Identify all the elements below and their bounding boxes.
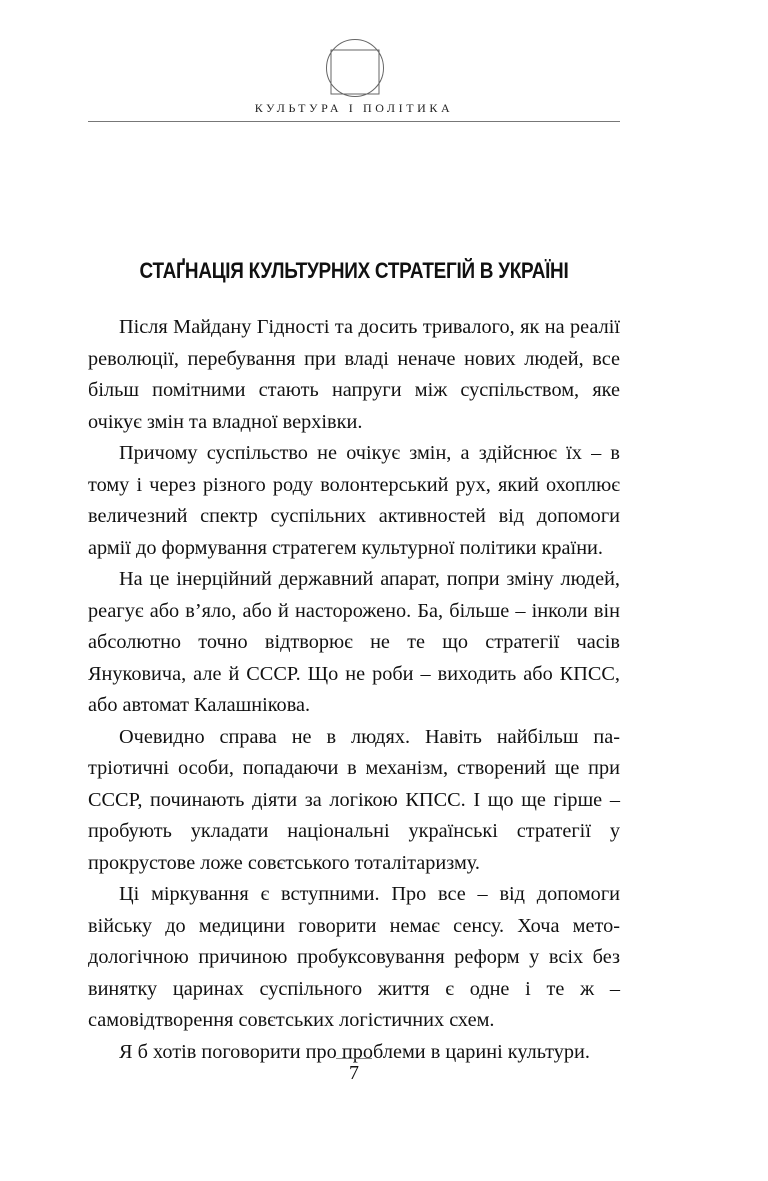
header-divider bbox=[88, 121, 620, 122]
paragraph: Причому суспільство не очікує змін, а здійснює їх – в тому і через різного роду волонтерський рух, який охоплює величезний спектр суспільних активностей від допомоги армії до формування стратегем культурної політики країни. bbox=[88, 442, 620, 559]
body-text bbox=[88, 312, 620, 1068]
paragraph: Я б хотів поговорити про проблеми в царині культури. bbox=[119, 1040, 590, 1063]
paragraph: Очевидно справа не в людях. Навіть найбільш патріотичні особи, попадаючи в механізм, створений ще при СССР, починають діяти за логікою КПСС. І що ще гірше – пробують укладати національні українські стратегії у прокрустове ложе совєтського тоталітаризму. bbox=[88, 725, 620, 874]
chapter-title: СТАҐНАЦІЯ КУЛЬТУРНИХ СТРАТЕГІЙ В УКРАЇНІ bbox=[139, 258, 569, 283]
paragraph: На це інерційний державний апарат, попри зміну людей, реагує або в’яло, або й насторожено. Ба, більше – інколи він абсолютно точно відтворює не те що стратегії часів Януковича, але й СССР. Що не роби – виходить або КПСС, або автомат Калашнікова. bbox=[88, 568, 620, 716]
paragraph: Після Майдану Гідності та досить тривалого, як на реалії революції, перебування при владі неначе нових людей, все більш помітними стають напруги між суспільством, яке очікує змін та владної верхівки. bbox=[88, 316, 620, 433]
circle-square-emblem-icon bbox=[325, 38, 385, 98]
paragraph: Ці міркування є вступними. Про все – від допомоги війську до медицини говорити немає сенсу. Хоча методологічною причиною пробуксовування реформ у всіх без винятку царинах суспільного життя є одне і те ж – самовідтворення совєтських логістичних схем. bbox=[88, 883, 620, 1031]
running-head: КУЛЬТУРА І ПОЛІТИКА bbox=[254, 101, 454, 115]
page-number-divider bbox=[336, 1058, 372, 1059]
page-number: 7 bbox=[349, 1062, 359, 1084]
